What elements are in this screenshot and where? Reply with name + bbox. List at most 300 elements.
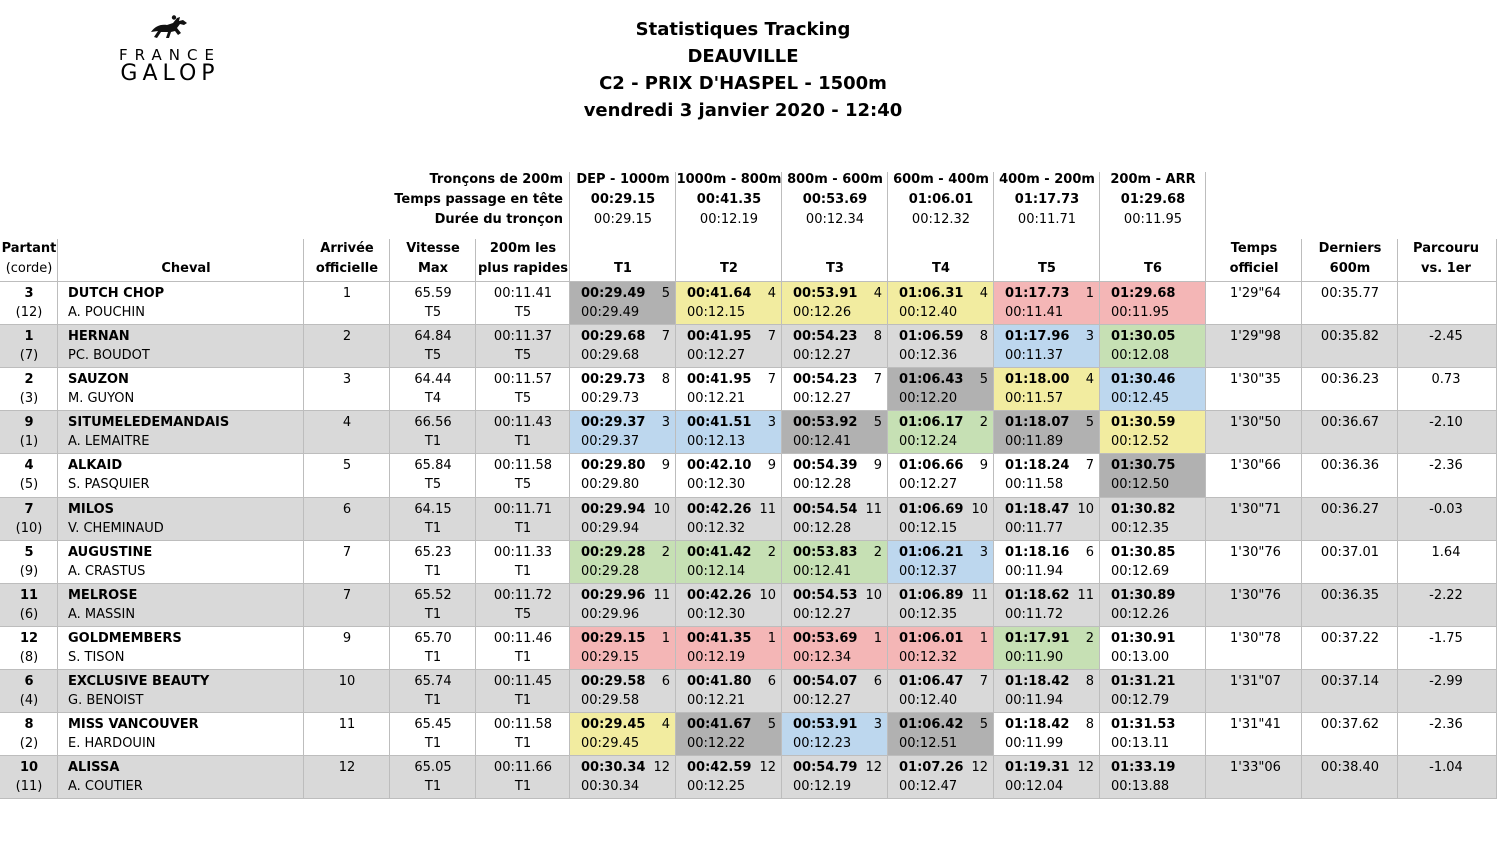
table-row bbox=[0, 713, 1497, 756]
segment-rank: 12 bbox=[653, 760, 670, 776]
segment-passage-time: 00:54.23 bbox=[793, 372, 858, 388]
segment-duration: 00:12.27 bbox=[793, 692, 852, 708]
segment-duration: 00:12.27 bbox=[793, 391, 852, 407]
segment-rank: 7 bbox=[873, 372, 882, 388]
segment-duration: 00:11.77 bbox=[1005, 520, 1064, 536]
vmax-cell bbox=[390, 282, 476, 325]
derniers-cell bbox=[1302, 541, 1398, 584]
horse-cell bbox=[68, 282, 304, 325]
segment-passage-time: 00:54.23 bbox=[793, 329, 858, 345]
segment-duration: 00:29.68 bbox=[581, 348, 640, 364]
segment-cell-t6 bbox=[1100, 454, 1206, 497]
temps-cell bbox=[1230, 584, 1302, 627]
segment-rank: 8 bbox=[873, 329, 882, 345]
segment-cell-t4 bbox=[888, 411, 994, 454]
partant-cell-top: 2 bbox=[24, 372, 34, 388]
partant-cell-top: 12 bbox=[19, 630, 39, 646]
grid-vline bbox=[57, 239, 58, 799]
rapides-cell-bottom: T1 bbox=[514, 779, 532, 795]
segment-rank: 4 bbox=[1085, 372, 1094, 388]
grid-vline bbox=[1397, 239, 1398, 799]
segment-duration: 00:12.23 bbox=[793, 736, 852, 751]
segment-cell-t2 bbox=[676, 454, 782, 497]
segment-rank: 1 bbox=[1085, 286, 1094, 301]
segment-passage-time: 00:54.79 bbox=[793, 760, 858, 776]
segment-duration: 00:12.24 bbox=[899, 434, 958, 450]
partant-cell-bottom: (5) bbox=[19, 477, 39, 493]
rapides-cell-bottom: T5 bbox=[514, 391, 532, 407]
temps-value: 1'30"71 bbox=[1230, 501, 1281, 517]
segment-passage-time: 00:41.51 bbox=[687, 415, 752, 431]
partant-cell-bottom: (1) bbox=[19, 434, 39, 450]
horse-cell-top: MISS VANCOUVER bbox=[68, 717, 199, 732]
segment-cell-t3 bbox=[782, 498, 888, 541]
temps-cell bbox=[1230, 627, 1302, 670]
temps-value: 1'31"41 bbox=[1230, 717, 1281, 732]
parcouru-cell bbox=[1398, 411, 1494, 454]
partant-cell-bottom: (10) bbox=[15, 520, 43, 536]
segment-duration: 00:12.69 bbox=[1111, 563, 1170, 579]
header-derniers bbox=[1302, 239, 1398, 279]
segment-duration: 00:12.08 bbox=[1111, 348, 1170, 364]
segment-passage-time: 01:06.17 bbox=[899, 415, 964, 431]
segment-passage-time: 01:31.21 bbox=[1111, 673, 1176, 689]
horse-cell-bottom: A. CRASTUS bbox=[68, 563, 146, 579]
header-arrivee bbox=[304, 239, 390, 279]
segment-passage-time: 01:18.24 bbox=[1005, 458, 1070, 474]
vmax-cell bbox=[390, 713, 476, 756]
horse-cell bbox=[68, 584, 304, 627]
segment-duration: 00:13.11 bbox=[1111, 736, 1170, 751]
grid-hline bbox=[0, 798, 1497, 799]
grid-hline bbox=[0, 497, 1497, 498]
grid-hline bbox=[0, 540, 1497, 541]
segment-passage-time: 00:29.94 bbox=[581, 501, 646, 517]
arrivee-value: 12 bbox=[338, 760, 356, 776]
segment-name: 600m - 400m bbox=[893, 172, 989, 187]
parcouru-value: -2.36 bbox=[1429, 717, 1463, 732]
partant-cell-bottom: (11) bbox=[15, 779, 43, 795]
arrivee-value: 3 bbox=[342, 372, 352, 388]
segment-duration: 00:12.19 bbox=[687, 649, 746, 665]
segment-duration: 00:12.30 bbox=[687, 477, 746, 493]
segment-duration: 00:12.26 bbox=[793, 305, 852, 320]
segment-passage-time: 00:29.15 bbox=[581, 630, 646, 646]
rapides-cell bbox=[476, 713, 570, 756]
segment-cell-t4 bbox=[888, 670, 994, 713]
rapides-cell-bottom: T1 bbox=[514, 434, 532, 450]
segment-passage-time: 00:54.07 bbox=[793, 673, 858, 689]
segment-cell-t2 bbox=[676, 541, 782, 584]
segment-rank: 2 bbox=[873, 544, 882, 560]
segment-cell-t2 bbox=[676, 411, 782, 454]
segment-duration: 00:12.41 bbox=[793, 563, 852, 579]
segment-passage-time: 01:30.82 bbox=[1111, 501, 1176, 517]
horse-cell bbox=[68, 627, 304, 670]
segment-duration: 00:12.15 bbox=[899, 520, 958, 536]
vmax-cell-top: 65.84 bbox=[414, 458, 452, 474]
segment-duration: 00:12.20 bbox=[899, 391, 958, 407]
arrivee-cell bbox=[304, 713, 390, 756]
segment-passage-time: 00:29.68 bbox=[581, 329, 646, 345]
segment-rank: 5 bbox=[767, 717, 776, 732]
grid-vline bbox=[1205, 172, 1206, 799]
temps-value: 1'29"98 bbox=[1230, 329, 1281, 345]
header-temps-line2: officiel bbox=[1229, 261, 1279, 276]
segment-passage-time: 01:18.62 bbox=[1005, 587, 1070, 603]
header-cheval-line2: Cheval bbox=[161, 261, 211, 276]
partant-cell bbox=[0, 627, 58, 670]
horse-cell-top: HERNAN bbox=[68, 329, 130, 345]
segment-duration: 00:12.27 bbox=[687, 348, 746, 364]
segment-passage-time: 01:06.42 bbox=[899, 717, 964, 732]
segment-duration: 00:29.94 bbox=[581, 520, 640, 536]
header-vitesse-line2: Max bbox=[417, 261, 449, 276]
segment-rank: 2 bbox=[767, 544, 776, 560]
segment-cell-t3 bbox=[782, 670, 888, 713]
rapides-cell bbox=[476, 454, 570, 497]
partant-cell-bottom: (12) bbox=[15, 305, 43, 320]
segment-rank: 11 bbox=[1077, 587, 1094, 603]
arrivee-cell bbox=[304, 411, 390, 454]
parcouru-value: -1.04 bbox=[1429, 760, 1463, 776]
segment-duration: 00:29.80 bbox=[581, 477, 640, 493]
derniers-cell bbox=[1302, 282, 1398, 325]
segment-rank: 8 bbox=[979, 329, 988, 345]
header-parcouru bbox=[1398, 239, 1494, 279]
segment-passage: 00:41.35 bbox=[696, 192, 762, 207]
arrivee-value: 2 bbox=[342, 329, 352, 345]
segment-rank: 6 bbox=[661, 673, 670, 689]
vmax-cell bbox=[390, 368, 476, 411]
horse-cell bbox=[68, 411, 304, 454]
segment-duration: 00:29.37 bbox=[581, 434, 640, 450]
segment-rank: 8 bbox=[661, 372, 670, 388]
segment-passage-time: 00:41.95 bbox=[687, 329, 752, 345]
segment-cell-t4 bbox=[888, 713, 994, 756]
parcouru-cell bbox=[1398, 325, 1494, 368]
segment-cell-t4 bbox=[888, 541, 994, 584]
segment-cell-t2 bbox=[676, 670, 782, 713]
segment-passage-time: 01:07.26 bbox=[899, 760, 964, 776]
arrivee-cell bbox=[304, 498, 390, 541]
vmax-cell-top: 64.15 bbox=[414, 501, 452, 517]
horse-cell bbox=[68, 368, 304, 411]
partant-cell bbox=[0, 368, 58, 411]
segment-cell-t2 bbox=[676, 713, 782, 756]
segment-passage-time: 01:30.89 bbox=[1111, 587, 1176, 603]
segment-cell-t5 bbox=[994, 713, 1100, 756]
grid-vline bbox=[475, 239, 476, 799]
segment-header-label: Tronçons de 200m bbox=[429, 172, 563, 187]
header-t2: T2 bbox=[720, 261, 738, 276]
title-line2: DEAUVILLE bbox=[687, 46, 799, 67]
segment-passage-time: 01:18.42 bbox=[1005, 673, 1070, 689]
segment-rank: 5 bbox=[661, 286, 670, 301]
segment-duree: 00:11.95 bbox=[1123, 212, 1183, 227]
grid-hline bbox=[0, 755, 1497, 756]
segment-duree: 00:29.15 bbox=[593, 212, 653, 227]
segment-rank: 5 bbox=[979, 717, 988, 732]
segment-duration: 00:12.32 bbox=[687, 520, 746, 536]
horse-cell-bottom: PC. BOUDOT bbox=[68, 348, 150, 364]
segment-duration: 00:12.45 bbox=[1111, 391, 1170, 407]
vmax-cell-bottom: T4 bbox=[424, 391, 442, 407]
temps-cell bbox=[1230, 282, 1302, 325]
segment-duration: 00:12.50 bbox=[1111, 477, 1170, 493]
segment-passage-time: 01:17.91 bbox=[1005, 630, 1070, 646]
vmax-cell bbox=[390, 670, 476, 713]
segment-rank: 6 bbox=[873, 673, 882, 689]
segment-cell-t1 bbox=[570, 325, 676, 368]
segment-rank: 8 bbox=[1085, 673, 1094, 689]
segment-duration: 00:12.30 bbox=[687, 606, 746, 622]
vmax-cell-bottom: T5 bbox=[424, 348, 442, 364]
segment-cell-t5 bbox=[994, 541, 1100, 584]
header-derniers-line1: Derniers bbox=[1318, 241, 1382, 256]
table-row bbox=[0, 541, 1497, 584]
segment-cell-t1 bbox=[570, 498, 676, 541]
partant-cell-top: 11 bbox=[19, 587, 39, 603]
rapides-cell-top: 00:11.72 bbox=[493, 587, 553, 603]
parcouru-value: -0.03 bbox=[1429, 501, 1463, 517]
rapides-cell-bottom: T1 bbox=[514, 649, 532, 665]
vmax-cell bbox=[390, 411, 476, 454]
vmax-cell-top: 65.05 bbox=[414, 760, 452, 776]
segment-passage-time: 00:42.26 bbox=[687, 587, 752, 603]
temps-cell bbox=[1230, 498, 1302, 541]
table-row bbox=[0, 498, 1497, 541]
segment-passage-time: 00:53.91 bbox=[793, 717, 858, 732]
segment-duration: 00:11.58 bbox=[1005, 477, 1064, 493]
segment-rank: 1 bbox=[979, 630, 988, 646]
segment-passage-time: 01:18.42 bbox=[1005, 717, 1070, 732]
segment-name: 1000m - 800m bbox=[676, 172, 782, 187]
partant-cell-bottom: (9) bbox=[19, 563, 39, 579]
grid-vline bbox=[569, 172, 570, 799]
parcouru-value: -2.45 bbox=[1429, 329, 1463, 345]
table-row bbox=[0, 411, 1497, 454]
segment-duration: 00:12.79 bbox=[1111, 692, 1170, 708]
temps-cell bbox=[1230, 411, 1302, 454]
segment-duration: 00:12.19 bbox=[793, 779, 852, 795]
partant-cell bbox=[0, 713, 58, 756]
rapides-cell bbox=[476, 584, 570, 627]
parcouru-value: -2.99 bbox=[1429, 673, 1463, 689]
segment-cell-t4 bbox=[888, 584, 994, 627]
rapides-cell bbox=[476, 627, 570, 670]
segment-duration: 00:12.04 bbox=[1005, 779, 1064, 795]
segment-passage-time: 01:19.31 bbox=[1005, 760, 1070, 776]
parcouru-cell bbox=[1398, 282, 1494, 325]
derniers-value: 00:36.27 bbox=[1320, 501, 1380, 517]
grid-hline bbox=[0, 583, 1497, 584]
segment-rank: 7 bbox=[767, 372, 776, 388]
segment-passage-time: 01:06.01 bbox=[899, 630, 964, 646]
temps-cell bbox=[1230, 541, 1302, 584]
segment-rank: 2 bbox=[979, 415, 988, 431]
arrivee-cell bbox=[304, 756, 390, 799]
parcouru-cell bbox=[1398, 756, 1494, 799]
segment-cell-t1 bbox=[570, 670, 676, 713]
segment-rank: 12 bbox=[759, 760, 776, 776]
parcouru-value: -2.10 bbox=[1429, 415, 1463, 431]
segment-passage-time: 01:18.00 bbox=[1005, 372, 1070, 388]
rapides-cell bbox=[476, 411, 570, 454]
segment-passage-time: 01:30.59 bbox=[1111, 415, 1176, 431]
segment-cell-t3 bbox=[782, 411, 888, 454]
segment-duration: 00:12.26 bbox=[1111, 606, 1170, 622]
segment-cell-t6 bbox=[1100, 670, 1206, 713]
segment-rank: 12 bbox=[865, 760, 882, 776]
segment-duration: 00:29.15 bbox=[581, 649, 640, 665]
derniers-cell bbox=[1302, 411, 1398, 454]
horse-cell-top: MELROSE bbox=[68, 587, 138, 603]
parcouru-value: -2.22 bbox=[1429, 587, 1463, 603]
segment-duration: 00:12.52 bbox=[1111, 434, 1170, 450]
segment-duration: 00:13.00 bbox=[1111, 649, 1170, 665]
segment-cell-t5 bbox=[994, 454, 1100, 497]
arrivee-value: 9 bbox=[342, 630, 352, 646]
title-line3: C2 - PRIX D'HASPEL - 1500m bbox=[599, 73, 887, 94]
arrivee-value: 1 bbox=[342, 286, 352, 301]
segment-cell-t3 bbox=[782, 756, 888, 799]
segment-rank: 6 bbox=[1085, 544, 1094, 560]
vmax-cell bbox=[390, 325, 476, 368]
header-arrivee-line1: Arrivée bbox=[320, 241, 374, 256]
vmax-cell-top: 65.23 bbox=[414, 544, 452, 560]
vmax-cell-bottom: T1 bbox=[424, 692, 442, 708]
segment-rank: 10 bbox=[971, 501, 988, 517]
horse-cell-bottom: S. PASQUIER bbox=[68, 477, 150, 493]
segment-passage-time: 00:41.64 bbox=[687, 286, 752, 301]
segment-cell-t5 bbox=[994, 584, 1100, 627]
horse-cell bbox=[68, 541, 304, 584]
segment-duration: 00:12.47 bbox=[899, 779, 958, 795]
grid-hline bbox=[0, 712, 1497, 713]
segment-passage-time: 00:30.34 bbox=[581, 760, 646, 776]
vmax-cell-bottom: T1 bbox=[424, 779, 442, 795]
segment-passage-time: 01:29.68 bbox=[1111, 286, 1176, 301]
segment-rank: 10 bbox=[865, 587, 882, 603]
segment-cell-t5 bbox=[994, 368, 1100, 411]
derniers-cell bbox=[1302, 325, 1398, 368]
rapides-cell-top: 00:11.33 bbox=[493, 544, 553, 560]
partant-cell-bottom: (8) bbox=[19, 649, 39, 665]
horse-cell-bottom: A. COUTIER bbox=[68, 779, 143, 795]
header-t6: T6 bbox=[1144, 261, 1162, 276]
horse-cell bbox=[68, 325, 304, 368]
arrivee-value: 6 bbox=[342, 501, 352, 517]
segment-duration: 00:12.25 bbox=[687, 779, 746, 795]
segment-duration: 00:12.40 bbox=[899, 305, 958, 320]
partant-cell-top: 1 bbox=[24, 329, 34, 345]
horse-cell bbox=[68, 498, 304, 541]
vmax-cell-top: 64.84 bbox=[414, 329, 452, 345]
header-parcouru-line2: vs. 1er bbox=[1421, 261, 1471, 276]
rapides-cell-top: 00:11.37 bbox=[493, 329, 553, 345]
header-arrivee-line2: officielle bbox=[315, 261, 379, 276]
segment-rank: 9 bbox=[661, 458, 670, 474]
grid-vline bbox=[389, 239, 390, 799]
table-row bbox=[0, 368, 1497, 411]
vmax-cell-top: 64.44 bbox=[414, 372, 452, 388]
segment-duration: 00:12.40 bbox=[899, 692, 958, 708]
segment-duration: 00:12.34 bbox=[793, 649, 852, 665]
partant-cell-top: 5 bbox=[24, 544, 34, 560]
arrivee-cell bbox=[304, 584, 390, 627]
header-t1: T1 bbox=[614, 261, 632, 276]
vmax-cell-top: 65.59 bbox=[414, 286, 452, 301]
segment-duration: 00:12.37 bbox=[899, 563, 958, 579]
horse-cell-top: DUTCH CHOP bbox=[68, 286, 165, 301]
rapides-cell-top: 00:11.41 bbox=[493, 286, 553, 301]
segment-duration: 00:12.21 bbox=[687, 692, 746, 708]
horse-cell-bottom: M. GUYON bbox=[68, 391, 135, 407]
segment-passage-time: 00:29.58 bbox=[581, 673, 646, 689]
segment-rank: 9 bbox=[767, 458, 776, 474]
segment-passage-time: 00:54.53 bbox=[793, 587, 858, 603]
derniers-value: 00:37.22 bbox=[1320, 630, 1380, 646]
segment-rank: 12 bbox=[1077, 760, 1094, 776]
segment-duree: 00:12.19 bbox=[699, 212, 759, 227]
segment-passage-time: 00:53.83 bbox=[793, 544, 858, 560]
header-cheval-line1 bbox=[68, 239, 304, 259]
header-vitesse bbox=[390, 239, 476, 279]
segment-duration: 00:11.95 bbox=[1111, 305, 1170, 320]
segment-duration: 00:29.58 bbox=[581, 692, 640, 708]
segment-cell-t6 bbox=[1100, 713, 1206, 756]
vmax-cell-bottom: T5 bbox=[424, 305, 442, 320]
segment-duration: 00:12.28 bbox=[793, 477, 852, 493]
segment-cell-t6 bbox=[1100, 584, 1206, 627]
segment-cell-t3 bbox=[782, 584, 888, 627]
segment-duration: 00:12.14 bbox=[687, 563, 746, 579]
segment-duration: 00:12.28 bbox=[793, 520, 852, 536]
segment-duration: 00:11.89 bbox=[1005, 434, 1064, 450]
arrivee-value: 10 bbox=[338, 673, 356, 689]
parcouru-value: 1.64 bbox=[1431, 544, 1461, 560]
segment-passage-time: 01:33.19 bbox=[1111, 760, 1176, 776]
rapides-cell bbox=[476, 282, 570, 325]
parcouru-value: 0.73 bbox=[1431, 372, 1461, 388]
segment-passage-time: 00:29.96 bbox=[581, 587, 646, 603]
segment-cell-t6 bbox=[1100, 498, 1206, 541]
partant-cell-top: 7 bbox=[24, 501, 34, 517]
parcouru-cell bbox=[1398, 670, 1494, 713]
temps-value: 1'30"66 bbox=[1230, 458, 1281, 474]
segment-cell-t6 bbox=[1100, 541, 1206, 584]
segment-cell-t5 bbox=[994, 411, 1100, 454]
header-rapides-line1: 200m les bbox=[489, 241, 557, 256]
horse-cell bbox=[68, 454, 304, 497]
temps-value: 1'30"78 bbox=[1230, 630, 1281, 646]
segment-cell-t1 bbox=[570, 713, 676, 756]
segment-passage-time: 01:06.66 bbox=[899, 458, 964, 474]
segment-rank: 11 bbox=[971, 587, 988, 603]
partant-cell-top: 10 bbox=[19, 760, 39, 776]
derniers-cell bbox=[1302, 454, 1398, 497]
arrivee-cell bbox=[304, 325, 390, 368]
vmax-cell-top: 66.56 bbox=[414, 415, 452, 431]
horse-cell-top: ALISSA bbox=[68, 760, 120, 776]
segment-rank: 1 bbox=[661, 630, 670, 646]
segment-header-label: Temps passage en tête bbox=[394, 192, 563, 207]
segment-rank: 5 bbox=[979, 372, 988, 388]
segment-cell-t1 bbox=[570, 282, 676, 325]
rapides-cell-top: 00:11.71 bbox=[493, 501, 553, 517]
segment-duree: 00:12.34 bbox=[805, 212, 865, 227]
